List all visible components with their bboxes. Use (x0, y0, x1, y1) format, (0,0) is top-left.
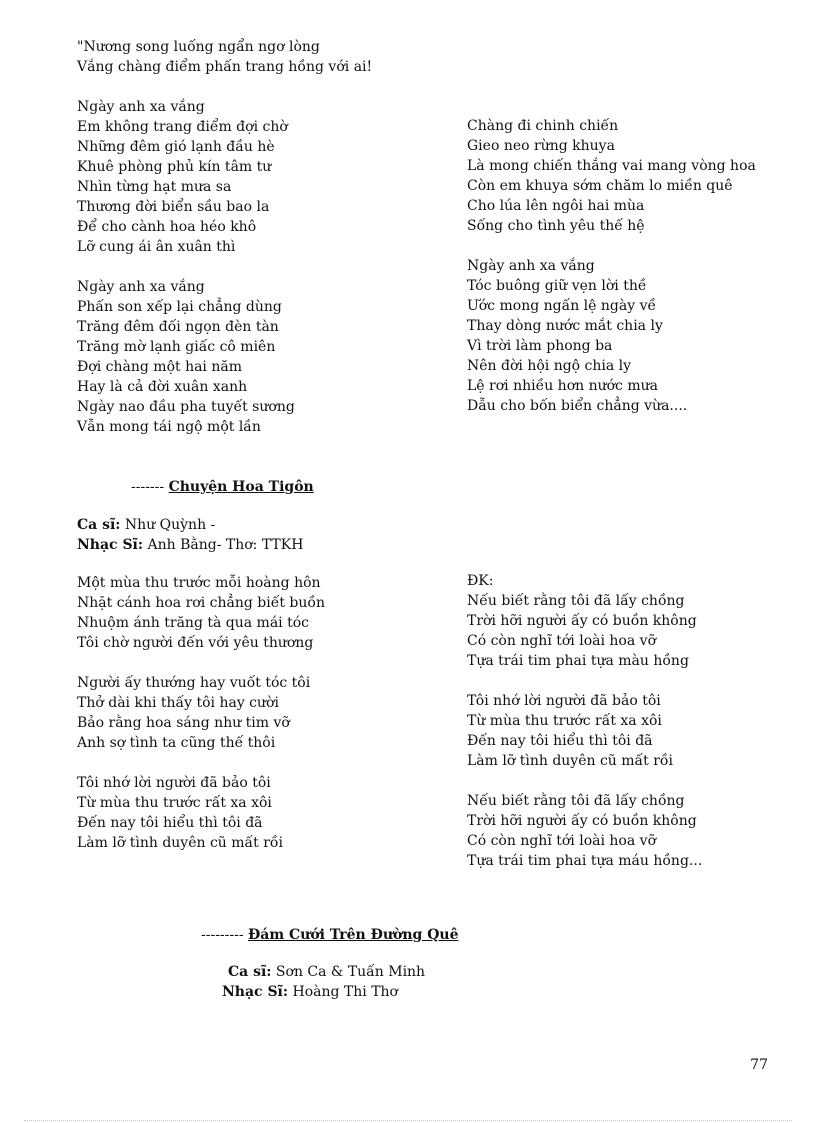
song1-right-stanza (467, 116, 756, 236)
lyric-line: Vắng chàng điểm phấn trang hồng với ai! (77, 59, 373, 75)
footer-divider (24, 1120, 792, 1121)
lyric-line: Chàng đi chinh chiến (467, 118, 619, 134)
lyric-line: Hay là cả đời xuân xanh (77, 379, 248, 395)
song2-title: Chuyện Hoa Tigôn (168, 479, 314, 495)
lyric-line: Tôi chờ người đến với yêu thương (77, 635, 314, 651)
lyric-line: Người ấy thướng hay vuốt tóc tôi (77, 675, 311, 691)
lyric-line: Lệ rơi nhiều hơn nước mưa (467, 378, 658, 394)
lyric-line: Nhặt cánh hoa rơi chẳng biết buồn (77, 595, 325, 611)
song1-left-stanza (77, 37, 372, 77)
song2-right-stanza (467, 791, 702, 871)
lyric-line: Tôi nhớ lời người đã bảo tôi (467, 693, 661, 709)
song2-right-stanza (467, 691, 702, 771)
song3-title: Đám Cưới Trên Đường Quê (248, 927, 459, 943)
lyric-line: Bảo rằng hoa sáng như tim vỡ (77, 715, 290, 731)
song2-heading (131, 477, 314, 497)
lyric-line: Lỡ cung ái ân xuân thì (77, 239, 236, 255)
lyric-line: Có còn nghĩ tới loài hoa vỡ (467, 833, 656, 849)
lyric-line: Sống cho tình yêu thế hệ (467, 218, 645, 234)
lyric-line: Ngày anh xa vắng (77, 279, 205, 295)
song3-credits (222, 962, 425, 1002)
song3-singer-line (222, 962, 425, 982)
lyric-line: Ngày anh xa vắng (467, 258, 595, 274)
song3-composer-label: Nhạc Sĩ: (222, 984, 289, 1000)
lyric-line: Nhuộm ánh trăng tà qua mái tóc (77, 615, 310, 631)
song2-right-column (467, 571, 702, 871)
lyric-line: Tựa trái tim phai tựa máu hồng... (467, 853, 703, 869)
song2-singer-line (77, 515, 303, 535)
song1-left-column (77, 37, 372, 437)
lyric-line: Vẫn mong tái ngộ một lần (77, 419, 261, 435)
song2-left-column (77, 573, 325, 853)
lyric-line: Trăng đêm đối ngọn đèn tàn (77, 319, 279, 335)
song3-composer: Hoàng Thi Thơ (292, 984, 398, 1000)
lyric-line: Thở dài khi thấy tôi hay cười (77, 695, 279, 711)
lyric-line: Làm lỡ tình duyên cũ mất rồi (467, 753, 673, 769)
song2-composer-line (77, 535, 303, 555)
song2-left-stanza (77, 673, 325, 753)
lyric-line: Đợi chàng một hai năm (77, 359, 242, 375)
lyric-line: Phấn son xếp lại chẳng dùng (77, 299, 282, 315)
lyric-line: Gieo neo rừng khuya (467, 138, 615, 154)
song3-composer-line (222, 982, 425, 1002)
song2-singer-label: Ca sĩ: (77, 517, 121, 533)
lyric-line: Nếu biết rằng tôi đã lấy chồng (467, 593, 685, 609)
song2-composer: Anh Bằng- Thơ: TTKH (147, 537, 304, 553)
lyric-line: Tựa trái tim phai tựa màu hồng (467, 653, 689, 669)
lyric-line: Khuê phòng phủ kín tâm tư (77, 159, 272, 175)
song1-right-column (467, 116, 756, 416)
lyric-line: "Nương song luống ngẩn ngơ lòng (77, 39, 320, 55)
lyric-line: Còn em khuya sớm chăm lo miền quê (467, 178, 733, 194)
lyric-line: Là mong chiến thắng vai mang vòng hoa (467, 158, 756, 174)
lyric-line: ĐK: (467, 573, 494, 589)
song2-left-stanza (77, 773, 325, 853)
lyric-line: Từ mùa thu trước rất xa xôi (77, 795, 272, 811)
lyric-line: Làm lỡ tình duyên cũ mất rồi (77, 835, 283, 851)
lyric-line: Đến nay tôi hiểu thì tôi đã (77, 815, 263, 831)
song1-left-stanza (77, 277, 372, 437)
song3-heading (201, 925, 459, 945)
song2-title-dashes: ------- (131, 479, 165, 495)
lyric-line: Cho lúa lên ngôi hai mùa (467, 198, 645, 214)
lyric-line: Những đêm gió lạnh đầu hè (77, 139, 275, 155)
lyric-line: Trời hỡi người ấy có buồn không (467, 813, 697, 829)
song2-composer-label: Nhạc Sĩ: (77, 537, 144, 553)
lyric-line: Thương đời biển sầu bao la (77, 199, 270, 215)
song3-singer: Sơn Ca & Tuấn Minh (275, 964, 426, 980)
lyric-line: Nên đời hội ngộ chia ly (467, 358, 632, 374)
lyric-line: Dẫu cho bốn biển chẳng vừa.... (467, 398, 688, 414)
lyric-line: Nếu biết rằng tôi đã lấy chồng (467, 793, 685, 809)
lyric-line: Để cho cành hoa héo khô (77, 219, 257, 235)
lyric-line: Tôi nhớ lời người đã bảo tôi (77, 775, 271, 791)
song2-singer: Như Quỳnh - (124, 517, 216, 533)
lyric-line: Có còn nghĩ tới loài hoa vỡ (467, 633, 656, 649)
lyric-line: Em không trang điểm đợi chờ (77, 119, 288, 135)
lyric-line: Ngày nao đầu pha tuyết sương (77, 399, 295, 415)
lyric-line: Đến nay tôi hiểu thì tôi đã (467, 733, 653, 749)
song3-singer-label: Ca sĩ: (228, 964, 272, 980)
song2-left-stanza (77, 573, 325, 653)
song1-left-stanza (77, 97, 372, 257)
lyric-line: Vì trời làm phong ba (467, 338, 613, 354)
lyric-line: Trăng mờ lạnh giấc cô miên (77, 339, 276, 355)
lyric-line: Một mùa thu trước mỗi hoàng hôn (77, 575, 321, 591)
page-number: 77 (750, 1057, 768, 1073)
lyric-line: Anh sợ tình ta cũng thế thôi (77, 735, 276, 751)
song1-right-stanza (467, 256, 756, 416)
lyric-line: Thay dòng nước mắt chia ly (467, 318, 663, 334)
lyric-line: Ngày anh xa vắng (77, 99, 205, 115)
song2-credits (77, 515, 303, 555)
lyric-line: Nhìn từng hạt mưa sa (77, 179, 232, 195)
lyric-line: Ước mong ngấn lệ ngày về (467, 298, 657, 314)
lyric-line: Từ mùa thu trước rất xa xôi (467, 713, 662, 729)
song2-right-stanza (467, 571, 702, 671)
song3-title-dashes: --------- (201, 927, 244, 943)
lyric-line: Trời hỡi người ấy có buồn không (467, 613, 697, 629)
lyric-line: Tóc buông giữ vẹn lời thề (467, 278, 647, 294)
